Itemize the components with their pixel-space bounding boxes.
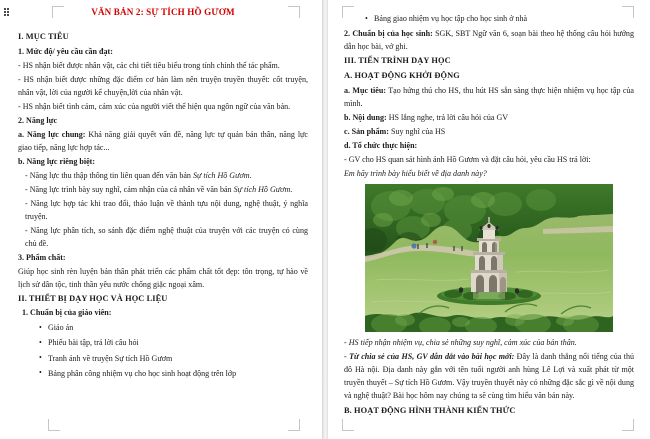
text-dan-dat: Đây là danh thắng nổi tiếng của thủ đô Hà nội. Địa danh này gắn với tên tuổi người anh hùng Lê Lợi và xuất phát từ một truyền thuyết – Sự tích Hồ Gươm. Vậy truyền thuyết này có những đặc sắc gì về nội dung và nghệ thuật? Bài học hôm nay chúng ta sẽ cùng tìm hiểu văn bản này.	[344, 351, 634, 400]
text-san-pham: Suy nghĩ của HS	[388, 126, 446, 136]
text-chuan-bi-hs: SGK, SBT Ngữ văn 6, soạn bài theo hệ thống câu hỏi hướng dẫn học bài, vở ghi.	[344, 29, 634, 52]
paragraph-hs-tiep-nhan: - HS tiếp nhận nhiệm vụ, chia sẻ những suy nghĩ, cảm xúc của bản thân.	[344, 337, 577, 347]
paragraph-gv-question: Em hãy trình bày hiểu biết về địa danh này?	[344, 168, 487, 178]
paragraph-pham-chat: Giúp học sinh rèn luyện bản thân phát triển các phẩm chất tốt đẹp: tôn trọng, tự hào về lịch sử dân tộc, tinh thần yêu nước chống giặc ngoại xâm.	[18, 266, 308, 289]
heading-hoat-dong-khoi-dong: A. HOẠT ĐỘNG KHỞI ĐỘNG	[344, 71, 460, 80]
subheading-nang-luc: 2. Năng lực	[18, 115, 58, 125]
text-nang-luc-chung: Khả năng giải quyết vấn đề, năng lực tự quản bản thân, năng lực giao tiếp, năng lực hợp tác...	[18, 129, 308, 152]
label-to-chuc-thuc-hien: d. Tổ chức thực hiện:	[344, 140, 418, 150]
paragraph-muctieu-2: - HS nhận biết được những đặc điểm cơ bản làm nên truyện truyền thuyết: cốt truyện, nhân vật, lời của người kể chuyện,lời của nhân vật.	[18, 74, 308, 97]
label-noi-dung: b. Nội dung:	[344, 112, 387, 122]
page-left	[0, 0, 322, 439]
list-item: • Bảng giao nhiệm vụ học tập cho học sinh ở nhà	[374, 12, 634, 25]
paragraph-gv-instruction: - GV cho HS quan sát hình ảnh Hồ Gươm và đặt câu hỏi, yêu cầu HS trả lời:	[344, 154, 591, 164]
drag-handle-icon[interactable]	[4, 8, 10, 20]
heading-muc-tieu: I. MỤC TIÊU	[18, 32, 69, 41]
paragraph-muc-tieu	[344, 84, 634, 110]
figure-ho-guom	[344, 184, 634, 332]
crop-mark-bottom-left	[48, 419, 60, 431]
document-title: VĂN BẢN 2: SỰ TÍCH HỒ GƯƠM	[91, 7, 235, 17]
label-san-pham: c. Sản phẩm:	[344, 126, 389, 136]
label-nang-luc-chung: a. Năng lực chung:	[18, 129, 86, 139]
list-chuan-bi-gv	[18, 320, 308, 381]
paragraph-muctieu-1: - HS nhận biết được nhân vật, các chi tiết tiêu biểu trong tính chỉnh thể tác phẩm.	[18, 60, 280, 70]
subheading-nang-luc-rieng: b. Năng lực riêng biệt:	[18, 156, 96, 166]
list-item: • Phiếu bài tập, trả lời câu hỏi	[48, 335, 308, 350]
list-item: • Bảng phân công nhiệm vụ cho học sinh hoạt động trên lớp	[48, 366, 308, 381]
nlr-1-pre: - Năng lực thu thập thông tin liên quan đến văn bản	[25, 170, 193, 180]
subheading-muc-do: 1. Mức độ/ yêu cầu cần đạt:	[18, 46, 113, 56]
crop-mark-bottom-right-right-page	[622, 419, 634, 431]
photo-ho-guom-illustration	[365, 184, 613, 332]
paragraph-nlr-4: - Năng lực phân tích, so sánh đặc điểm nghệ thuật của truyện với các truyện có cùng chủ đề.	[25, 225, 308, 248]
crop-mark-bottom-right	[288, 419, 300, 431]
nlr-1-title: Sự tích Hồ Gươm	[192, 170, 250, 180]
page-right	[328, 0, 650, 439]
paragraph-chuan-bi-hs	[344, 27, 634, 53]
paragraph-nlr-1	[18, 169, 308, 182]
text-muc-tieu: Tạo hứng thú cho HS, thu hút HS sẵn sàng thực hiện nhiệm vụ học tập của mình.	[344, 85, 634, 108]
list-item: • Tranh ảnh về truyện Sự tích Hồ Gươm	[48, 351, 308, 366]
nlr-2-title: Sự tích Hồ Gươm	[233, 184, 291, 194]
photo-ho-guom	[365, 184, 613, 332]
paragraph-dan-dat	[344, 350, 634, 402]
subheading-chuan-bi-gv: 1. Chuẩn bị của giáo viên:	[22, 308, 112, 318]
list-carry-over	[344, 12, 634, 25]
label-chuan-bi-hs: 2. Chuẩn bị của học sinh:	[344, 29, 433, 39]
paragraph-san-pham	[344, 125, 634, 138]
heading-hoat-dong-hinh-thanh: B. HOẠT ĐỘNG HÌNH THÀNH KIẾN THỨC	[344, 405, 516, 415]
nlr-2-pre: - Năng lực trình bày suy nghĩ, cảm nhận của cá nhân về văn bản	[25, 184, 234, 194]
paragraph-nang-luc-chung	[18, 128, 308, 154]
label-dan-dat: - Từ chia sẻ của HS, GV dẫn dắt vào bài học mới:	[344, 351, 515, 361]
nlr-1-post: .	[249, 170, 252, 180]
nlr-2-post: .	[290, 184, 293, 194]
label-muc-tieu: a. Mục tiêu:	[344, 85, 387, 95]
list-item: • Giáo án	[48, 320, 308, 335]
crop-mark-bottom-left-right-page	[342, 419, 354, 431]
heading-tien-trinh: III. TIẾN TRÌNH DẠY HỌC	[344, 56, 451, 66]
paragraph-muctieu-3: - HS nhận biết tình cảm, cảm xúc của người viết thể hiện qua ngôn ngữ của văn bản.	[18, 101, 291, 111]
paragraph-nlr-3: - Năng lực hợp tác khi trao đổi, thảo luận về thành tựu nội dung, nghệ thuật, ý nghĩa truyện.	[25, 198, 308, 221]
heading-thiet-bi: II. THIẾT BỊ DẠY HỌC VÀ HỌC LIỆU	[18, 293, 168, 303]
paragraph-nlr-2	[18, 183, 308, 196]
subheading-pham-chat: 3. Phẩm chất:	[18, 252, 66, 262]
text-noi-dung: HS lắng nghe, trả lời câu hỏi của GV	[386, 112, 509, 122]
paragraph-noi-dung	[344, 111, 634, 124]
